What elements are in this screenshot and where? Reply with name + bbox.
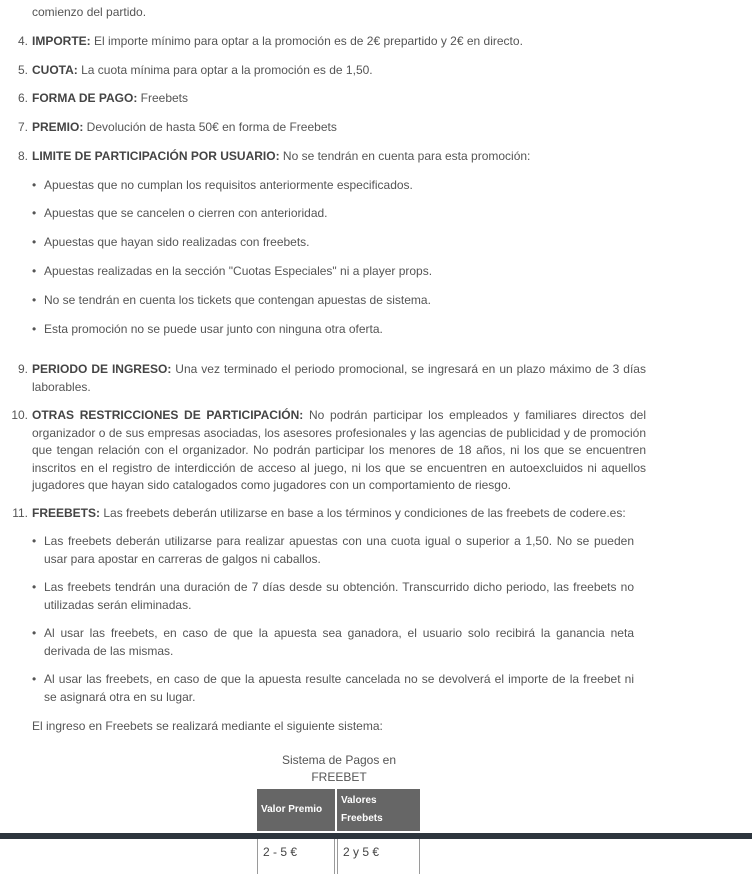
bottom-taskbar bbox=[0, 833, 752, 839]
term-number: 9. bbox=[17, 362, 28, 376]
term-text: Devolución de hasta 50€ en forma de Freebets bbox=[83, 120, 337, 134]
caption-line: FREEBET bbox=[311, 770, 367, 784]
term-number: 6. bbox=[17, 91, 28, 105]
table-cell: 2 - 5 € bbox=[257, 833, 335, 874]
bullet-icon: • bbox=[32, 264, 37, 278]
term-item-importe bbox=[10, 33, 646, 51]
list-item: • Apuestas que hayan sido realizadas con freebets. bbox=[32, 234, 634, 252]
bullet-icon: • bbox=[32, 580, 37, 594]
list-item: • Esta promoción no se puede usar junto con ninguna otra oferta. bbox=[32, 321, 634, 339]
term-item-periodo bbox=[10, 361, 646, 396]
term-text: No se tendrán en cuenta para esta promoción: bbox=[279, 149, 531, 163]
term-label: FREEBETS: bbox=[32, 506, 101, 520]
term-label: IMPORTE: bbox=[32, 34, 91, 48]
term-number: 5. bbox=[17, 63, 28, 77]
term-text: El importe mínimo para optar a la promoción es de 2€ prepartido y 2€ en directo. bbox=[90, 34, 523, 48]
bullet-icon: • bbox=[32, 206, 37, 220]
term-label: CUOTA: bbox=[32, 63, 78, 77]
column-header: Valor Premio bbox=[257, 789, 335, 831]
caption-line: Sistema de Pagos en bbox=[281, 753, 397, 767]
term-text: Freebets bbox=[137, 91, 189, 105]
list-item: • Apuestas que no cumplan los requisitos anteriormente especificados. bbox=[32, 177, 634, 195]
table-cell: 2 y 5 € bbox=[337, 833, 420, 874]
term-item-limite bbox=[10, 148, 646, 166]
list-item: • No se tendrán en cuenta los tickets que contengan apuestas de sistema. bbox=[32, 292, 634, 310]
bullet-icon: • bbox=[32, 672, 37, 686]
table-header-row bbox=[257, 789, 420, 831]
intro-tail-text: comienzo del partido. bbox=[32, 5, 147, 19]
term-number: 7. bbox=[17, 120, 28, 134]
payment-table bbox=[255, 787, 422, 876]
term-number: 11. bbox=[12, 506, 28, 520]
term-number: 10. bbox=[11, 408, 28, 422]
term-item-restricciones bbox=[10, 407, 646, 495]
term-label: PREMIO: bbox=[32, 120, 84, 134]
term-item-forma-de-pago bbox=[10, 90, 646, 108]
bullet-icon: • bbox=[32, 235, 37, 249]
list-item: • Apuestas realizadas en la sección "Cuotas Especiales" ni a player props. bbox=[32, 263, 634, 281]
term-item-cuota bbox=[10, 62, 646, 80]
list-item: • Al usar las freebets, en caso de que la apuesta resulte cancelada no se devolverá el importe de la freebet ni se asignará otra en su lugar. bbox=[32, 672, 634, 704]
payment-table-caption bbox=[258, 752, 420, 786]
column-header: Valores Freebets bbox=[337, 789, 420, 831]
table-row bbox=[257, 833, 420, 874]
payment-system-intro: El ingreso en Freebets se realizará mediante el siguiente sistema: bbox=[32, 719, 383, 733]
bullet-icon: • bbox=[32, 626, 37, 640]
bullet-icon: • bbox=[32, 178, 37, 192]
list-item: • Las freebets deberán utilizarse para realizar apuestas con una cuota igual o superior a 1,50. No se pueden usar para apostar en carreras de galgos ni caballos. bbox=[32, 534, 634, 566]
term-label: OTRAS RESTRICCIONES DE PARTICIPACIÓN: bbox=[32, 408, 304, 422]
term-label: PERIODO DE INGRESO: bbox=[32, 362, 172, 376]
term-text: No podrán participar los empleados y familiares directos del organizador o de sus empresas asociadas, los asesores profesionales y las agencias de publicidad y de promoción que tengan relación con el organizador. No podrán participar los menores de 18 años, ni los que se encuentren inscritos en el registro de interdicción de acceso al juego, ni los que se encuentren en autoexcluidos ni aquellos jugadores que hayan sido catalogados como jugadores con un comportamiento de riesgo. bbox=[32, 408, 646, 492]
term-number: 4. bbox=[17, 34, 28, 48]
list-item: • Apuestas que se cancelen o cierren con anterioridad. bbox=[32, 205, 634, 223]
term-label: LIMITE DE PARTICIPACIÓN POR USUARIO: bbox=[32, 149, 280, 163]
term-text: La cuota mínima para optar a la promoción es de 1,50. bbox=[77, 63, 373, 77]
term-text: Una vez terminado el periodo promocional, se ingresará en un plazo máximo de 3 días laborables. bbox=[32, 362, 646, 394]
bullet-icon: • bbox=[32, 293, 37, 307]
term-item-premio bbox=[10, 119, 646, 137]
bullet-icon: • bbox=[32, 322, 37, 336]
list-item: • Al usar las freebets, en caso de que la apuesta sea ganadora, el usuario solo recibirá la ganancia neta derivada de las mismas. bbox=[32, 626, 634, 658]
term-text: Las freebets deberán utilizarse en base a los términos y condiciones de las freebets de codere.es: bbox=[100, 506, 626, 520]
term-number: 8. bbox=[17, 149, 28, 163]
bullet-icon: • bbox=[32, 534, 37, 548]
list-item: • Las freebets tendrán una duración de 7 días desde su obtención. Transcurrido dicho periodo, las freebets no utilizadas serán eliminadas. bbox=[32, 580, 634, 612]
term-label: FORMA DE PAGO: bbox=[32, 91, 138, 105]
term-item-freebets bbox=[10, 505, 646, 523]
